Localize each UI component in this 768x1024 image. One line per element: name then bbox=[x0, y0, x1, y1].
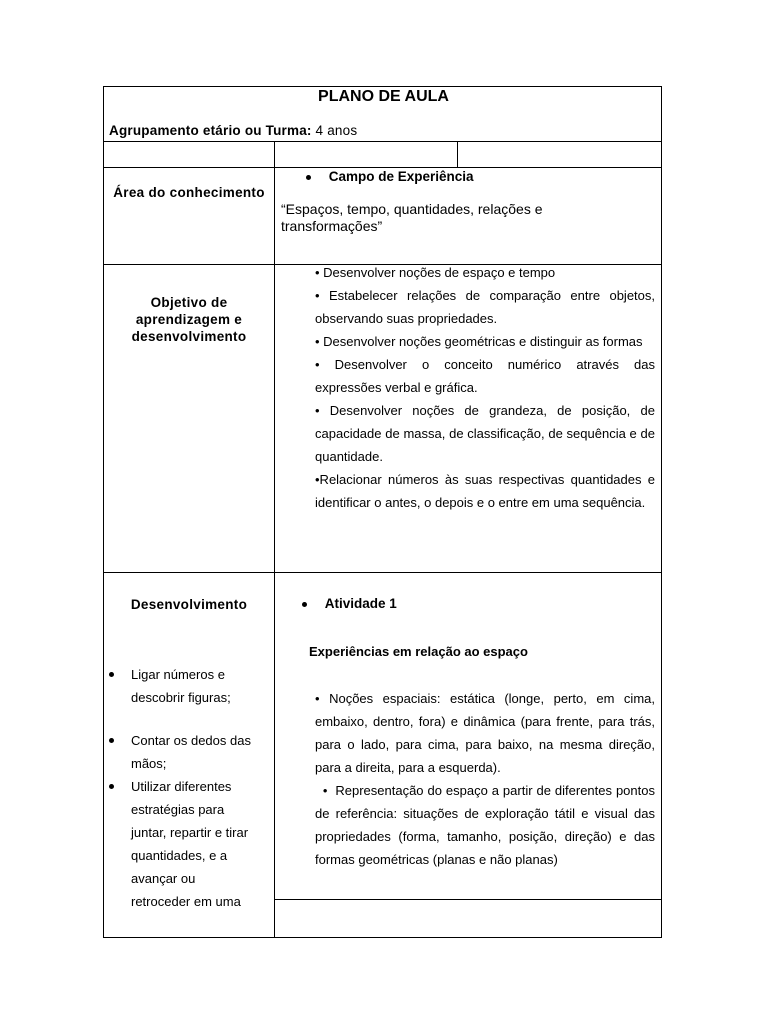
row-divider bbox=[104, 167, 661, 168]
paragraph: • Noções espaciais: estática (longe, perto, em cima, embaixo, dentro, fora) e dinâmica (para frente, para trás, para o lado, para cima, para baixo, na mesma direção, para a direita, para a esquerda). bbox=[315, 691, 655, 775]
desenvolvimento-left-list bbox=[104, 663, 272, 913]
bullet-icon bbox=[306, 175, 311, 180]
column-divider bbox=[274, 141, 275, 937]
objetivo-item: •Relacionar números às suas respectivas quantidades e identificar o antes, o depois e o entre em uma sequência. bbox=[315, 472, 655, 510]
objetivo-item: • Desenvolver noções geométricas e distinguir as formas bbox=[315, 334, 643, 349]
turma-line bbox=[109, 123, 357, 138]
objetivo-item: • Desenvolver o conceito numérico através das expressões verbal e gráfica. bbox=[315, 357, 655, 395]
column-divider bbox=[457, 141, 458, 167]
list-item: Utilizar diferentes estratégias para juntar, repartir e tirar quantidades, e a avançar ou retroceder em uma bbox=[104, 775, 249, 913]
page-title: PLANO DE AULA bbox=[318, 88, 449, 105]
list-item: Contar os dedos das mãos; bbox=[104, 729, 251, 775]
objetivo-item: • Desenvolver noções de grandeza, de posição, de capacidade de massa, de classificação, de sequência e de quantidade. bbox=[315, 403, 655, 464]
campo-heading bbox=[306, 169, 474, 184]
desenvolvimento-paragraphs bbox=[315, 687, 659, 871]
objetivo-list bbox=[315, 261, 655, 514]
area-label: Área do conhecimento bbox=[113, 185, 265, 200]
desenvolvimento-label: Desenvolvimento bbox=[130, 597, 248, 612]
subtitle: Experiências em relação ao espaço bbox=[309, 644, 528, 659]
bullet-icon bbox=[302, 602, 307, 607]
objetivo-item: • Desenvolver noções de espaço e tempo bbox=[315, 265, 556, 280]
turma-value: 4 anos bbox=[311, 123, 358, 138]
bullet-icon bbox=[109, 738, 114, 743]
paragraph: • Representação do espaço a partir de diferentes pontos de referência: situações de exploração tátil e visual das propriedades (forma, tamanho, posição, direção) e das formas geométricas (planas e não planas) bbox=[315, 783, 659, 867]
list-item: Ligar números e descobrir figuras; bbox=[104, 663, 241, 709]
atividade-heading bbox=[302, 596, 397, 611]
campo-text: “Espaços, tempo, quantidades, relações e transformações” bbox=[281, 201, 543, 234]
atividade-title: Atividade 1 bbox=[324, 596, 397, 611]
bullet-icon bbox=[109, 672, 114, 677]
objetivo-item: • Estabelecer relações de comparação entre objetos, observando suas propriedades. bbox=[315, 288, 655, 326]
turma-label: Agrupamento etário ou Turma: bbox=[109, 123, 312, 138]
bullet-icon bbox=[109, 784, 114, 789]
row-divider bbox=[274, 899, 661, 900]
campo-title: Campo de Experiência bbox=[328, 169, 474, 184]
row-divider bbox=[104, 141, 661, 142]
row-divider bbox=[104, 572, 661, 573]
lesson-plan-table bbox=[103, 86, 662, 938]
objetivo-label: Objetivo de aprendizagem e desenvolvimento bbox=[131, 295, 247, 344]
